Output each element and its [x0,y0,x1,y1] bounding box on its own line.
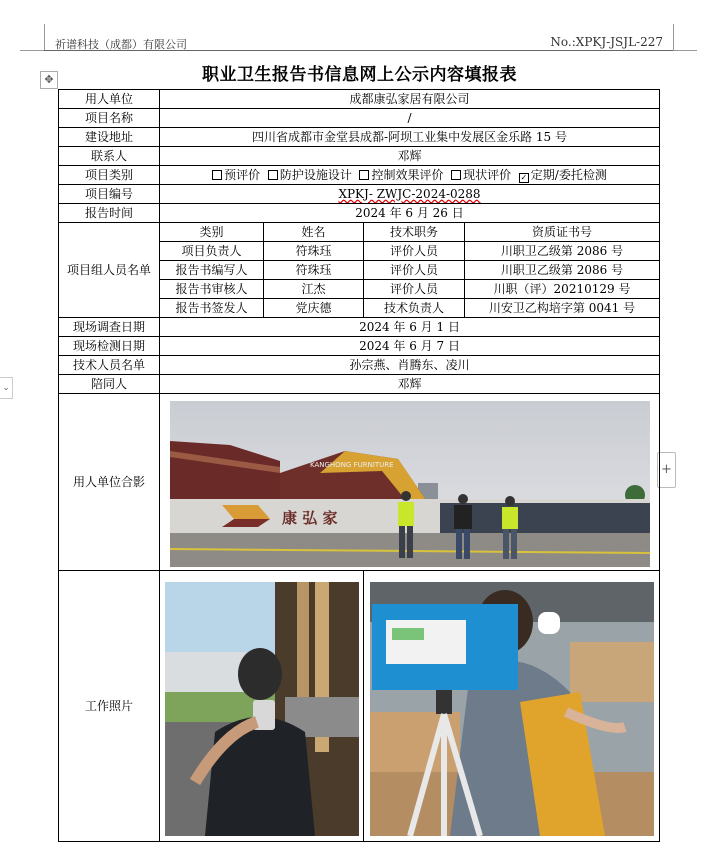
team-cell: 川职卫乙级第 2086 号 [465,261,660,280]
header-doc-number: No.:XPKJ-JSJL-227 [550,35,663,49]
crop-mark [673,50,697,51]
checkbox-icon[interactable] [268,170,278,180]
checkbox-checked-icon[interactable]: ✓ [520,173,528,182]
category-option-label: 定期/委托检测 [530,168,607,182]
team-cell: 评价人员 [364,242,465,261]
team-cell: 党庆德 [264,299,364,318]
team-cell: 评价人员 [364,261,465,280]
value-project-no: XPKJ- ZWJC-2024-0288 [338,187,481,201]
category-option[interactable] [519,168,607,182]
category-option[interactable] [359,168,443,182]
value-project-no-cell [160,185,660,204]
team-cell: 报告书审核人 [160,280,264,299]
category-option[interactable] [212,168,260,182]
add-column-icon[interactable]: + [657,452,676,488]
row-address [59,128,660,147]
group-photo [170,401,650,567]
label-project-name: 项目名称 [59,109,160,128]
team-cell: 评价人员 [364,280,465,299]
crop-mark [44,24,45,50]
row-category [59,166,660,185]
team-header: 技术职务 [364,223,465,242]
team-cell: 江杰 [264,280,364,299]
category-option-label: 预评价 [224,168,261,182]
work-photo-right [370,582,654,836]
crop-mark [20,50,44,51]
row-survey-date [59,318,660,337]
worker-body [205,717,315,836]
label-category: 项目类别 [59,166,160,185]
team-header: 类别 [160,223,264,242]
team-cell: 技术负责人 [364,299,465,318]
value-test-date: 2024 年 6 月 7 日 [160,337,660,356]
label-test-date: 现场检测日期 [59,337,160,356]
work-photo-left [165,582,359,836]
label-team: 项目组人员名单 [59,223,160,318]
row-work-photo [59,571,660,842]
label-employer: 用人单位 [59,90,160,109]
face-mask [538,612,560,634]
team-header: 姓名 [264,223,364,242]
label-project-no: 项目编号 [59,185,160,204]
value-employer: 成都康弘家居有限公司 [160,90,660,109]
row-report-time [59,204,660,223]
label-escort: 陪同人 [59,375,160,394]
label-group-photo: 用人单位合影 [59,394,160,571]
value-report-time: 2024 年 6 月 26 日 [160,204,660,223]
header-company: 祈谱科技（成都）有限公司 [55,38,187,51]
row-employer [59,90,660,109]
meter-label [392,628,424,640]
value-project-name: / [160,109,660,128]
value-contact: 邓辉 [160,147,660,166]
work-photo-left-cell [160,571,364,842]
category-option[interactable] [451,168,511,182]
row-escort [59,375,660,394]
table-move-handle-icon[interactable]: ✥ [40,71,58,89]
row-project-no [59,185,660,204]
team-header: 资质证书号 [465,223,660,242]
tripod-head [436,690,452,714]
work-photo-right-cell [364,571,660,842]
label-survey-date: 现场调查日期 [59,318,160,337]
team-cell: 川职卫乙级第 2086 号 [465,242,660,261]
wall-sign-chinese: 康 弘 家 [281,509,337,527]
team-cell: 符珠珏 [264,261,364,280]
meter-screen [386,620,466,664]
disclosure-table [58,89,660,842]
team-cell: 川安卫乙构培字第 0041 号 [465,299,660,318]
category-option-label: 控制效果评价 [371,168,444,182]
row-test-date [59,337,660,356]
team-cell: 报告书编写人 [160,261,264,280]
worker-head [238,648,282,700]
category-option[interactable] [268,168,352,182]
wood-stack [570,642,654,702]
label-work-photo: 工作照片 [59,571,160,842]
label-contact: 联系人 [59,147,160,166]
team-cell: 项目负责人 [160,242,264,261]
value-technicians: 孙宗燕、肖腾东、凌川 [160,356,660,375]
category-option-label: 现状评价 [463,168,512,182]
row-contact [59,147,660,166]
checkbox-icon[interactable] [451,170,461,180]
row-project-name [59,109,660,128]
value-escort: 邓辉 [160,375,660,394]
header-rule [44,50,673,51]
team-header-row [59,223,660,242]
team-cell: 报告书签发人 [160,299,264,318]
team-cell: 川职（评）20210129 号 [465,280,660,299]
team-cell: 符珠珏 [264,242,364,261]
label-technicians: 技术人员名单 [59,356,160,375]
checkbox-icon[interactable] [359,170,369,180]
checkbox-icon[interactable] [212,170,222,180]
group-photo-cell [160,394,660,571]
crop-mark [673,24,674,50]
value-survey-date: 2024 年 6 月 1 日 [160,318,660,337]
category-options [160,166,660,185]
label-address: 建设地址 [59,128,160,147]
value-address: 四川省成都市金堂县成都-阿坝工业集中发展区金乐路 15 号 [160,128,660,147]
page-title: 职业卫生报告书信息网上公示内容填报表 [202,65,517,85]
row-technicians [59,356,660,375]
gate-sign-english: KANGHONG FURNITURE [309,461,394,469]
row-group-photo [59,394,660,571]
category-option-label: 防护设施设计 [279,168,352,182]
label-report-time: 报告时间 [59,204,160,223]
side-collapse-icon[interactable]: ⌄ [0,377,13,399]
